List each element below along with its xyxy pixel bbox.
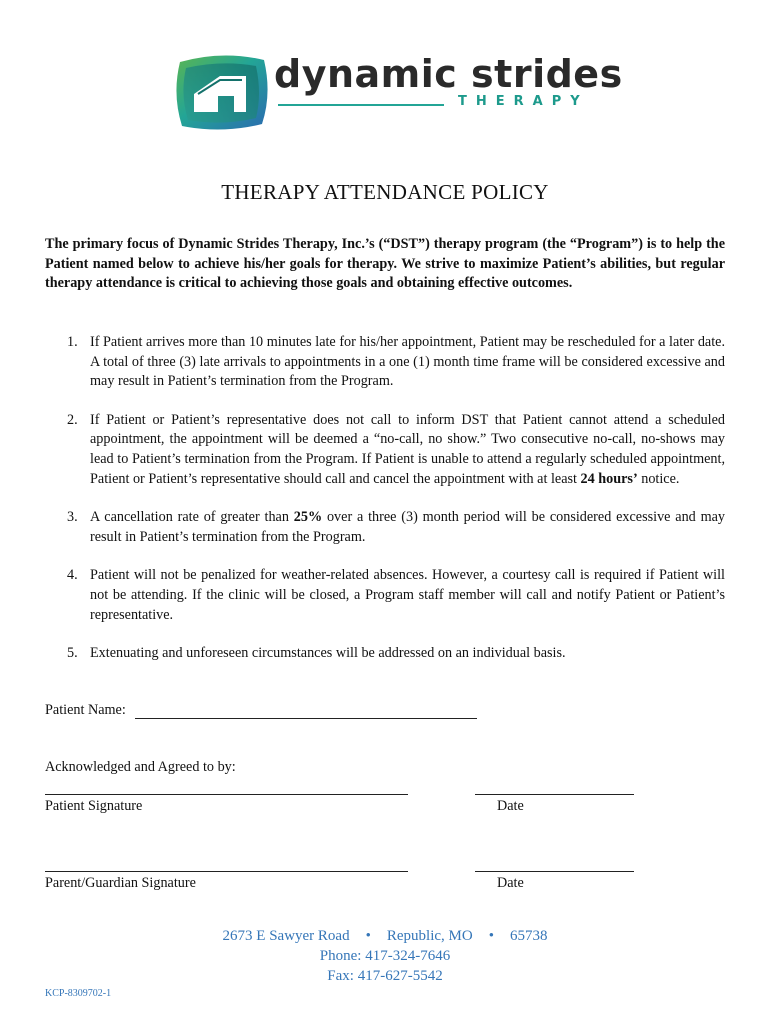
- policy-list: [45, 333, 725, 683]
- page-title: THERAPY ATTENDANCE POLICY: [221, 180, 549, 204]
- policy-text: Patient will not be penalized for weather-related absences. However, a courtesy call is required if Patient will not be attending. If the clinic will be closed, a Program staff member will call and notify Patient or Patient’s representative.: [90, 567, 725, 623]
- policy-text: Extenuating and unforeseen circumstances will be addressed on an individual basis.: [90, 645, 566, 662]
- policy-number: 2.: [67, 411, 78, 428]
- bullet-icon: •: [488, 928, 494, 944]
- policy-item: [45, 566, 725, 625]
- logo-underline: [278, 104, 444, 106]
- house-logo-icon: [172, 54, 272, 130]
- patient-name-field[interactable]: [135, 704, 477, 719]
- policy-text: over a three (3) month period will be considered excessive and may result in Patient’s termination from the Program.: [90, 509, 725, 545]
- patient-name-label: Patient Name:: [45, 702, 126, 718]
- policy-text: A cancellation rate of greater than: [90, 509, 294, 526]
- footer-city: Republic, MO: [386, 928, 473, 944]
- guardian-signature-label: Parent/Guardian Signature: [45, 875, 196, 891]
- patient-signature-field[interactable]: [45, 794, 408, 795]
- footer-phone: Phone: 417-324-7646: [319, 948, 451, 964]
- acknowledged-label: Acknowledged and Agreed to by:: [45, 759, 236, 775]
- policy-item: [45, 508, 725, 547]
- guardian-signature-field[interactable]: [45, 871, 408, 872]
- policy-item: [45, 644, 725, 664]
- policy-item: [45, 411, 725, 489]
- guardian-date-field[interactable]: [475, 871, 634, 872]
- policy-number: 4.: [67, 567, 78, 584]
- form-code: KCP-8309702-1: [45, 988, 112, 999]
- policy-number: 1.: [67, 334, 78, 350]
- guardian-date-label: Date: [497, 875, 524, 891]
- intro-paragraph: The primary focus of Dynamic Strides Therapy, Inc.’s (“DST”) therapy program (the “Program”) is to help the Patient named below to achieve his/her goals for therapy. We strive to maximize Patient’s abilities, but regular therapy attendance is critical to achieving those goals and obtaining effective outcomes.: [45, 236, 725, 292]
- logo-subtitle: THERAPY: [458, 94, 589, 109]
- bullet-icon: •: [365, 928, 371, 944]
- footer-fax: Fax: 417-627-5542: [327, 968, 443, 984]
- footer-address: [0, 928, 770, 945]
- footer-zip: 65738: [509, 928, 548, 944]
- policy-number: 5.: [67, 645, 78, 662]
- patient-name-row: [45, 702, 477, 719]
- patient-date-label: Date: [497, 798, 524, 814]
- footer-street: 2673 E Sawyer Road: [222, 928, 350, 944]
- company-logo: [172, 52, 623, 134]
- policy-text: If Patient arrives more than 10 minutes late for his/her appointment, Patient may be rescheduled for a later date. A total of three (3) late arrivals to appointments in a one (1) month time frame will be considered excessive and may result in Patient’s termination from the Program.: [90, 334, 725, 390]
- policy-bold-text: 24 hours’: [580, 470, 638, 487]
- policy-text: If Patient or Patient’s representative does not call to inform DST that Patient cannot attend a scheduled appointment, the appointment will be deemed a “no-call, no show.” Two consecutive no-call, no-shows may lead to Patient’s termination from the Program. If Patient is unable to attend a regularly scheduled appointment, Patient or Patient’s representative should call and cancel the appointment with at least: [90, 411, 725, 487]
- policy-text: notice.: [637, 470, 680, 487]
- policy-number: 3.: [67, 509, 78, 526]
- policy-item: [45, 333, 725, 392]
- policy-bold-text: 25%: [293, 509, 323, 526]
- patient-date-field[interactable]: [475, 794, 634, 795]
- logo-wordmark: dynamic strides: [274, 52, 623, 96]
- patient-signature-label: Patient Signature: [45, 798, 143, 814]
